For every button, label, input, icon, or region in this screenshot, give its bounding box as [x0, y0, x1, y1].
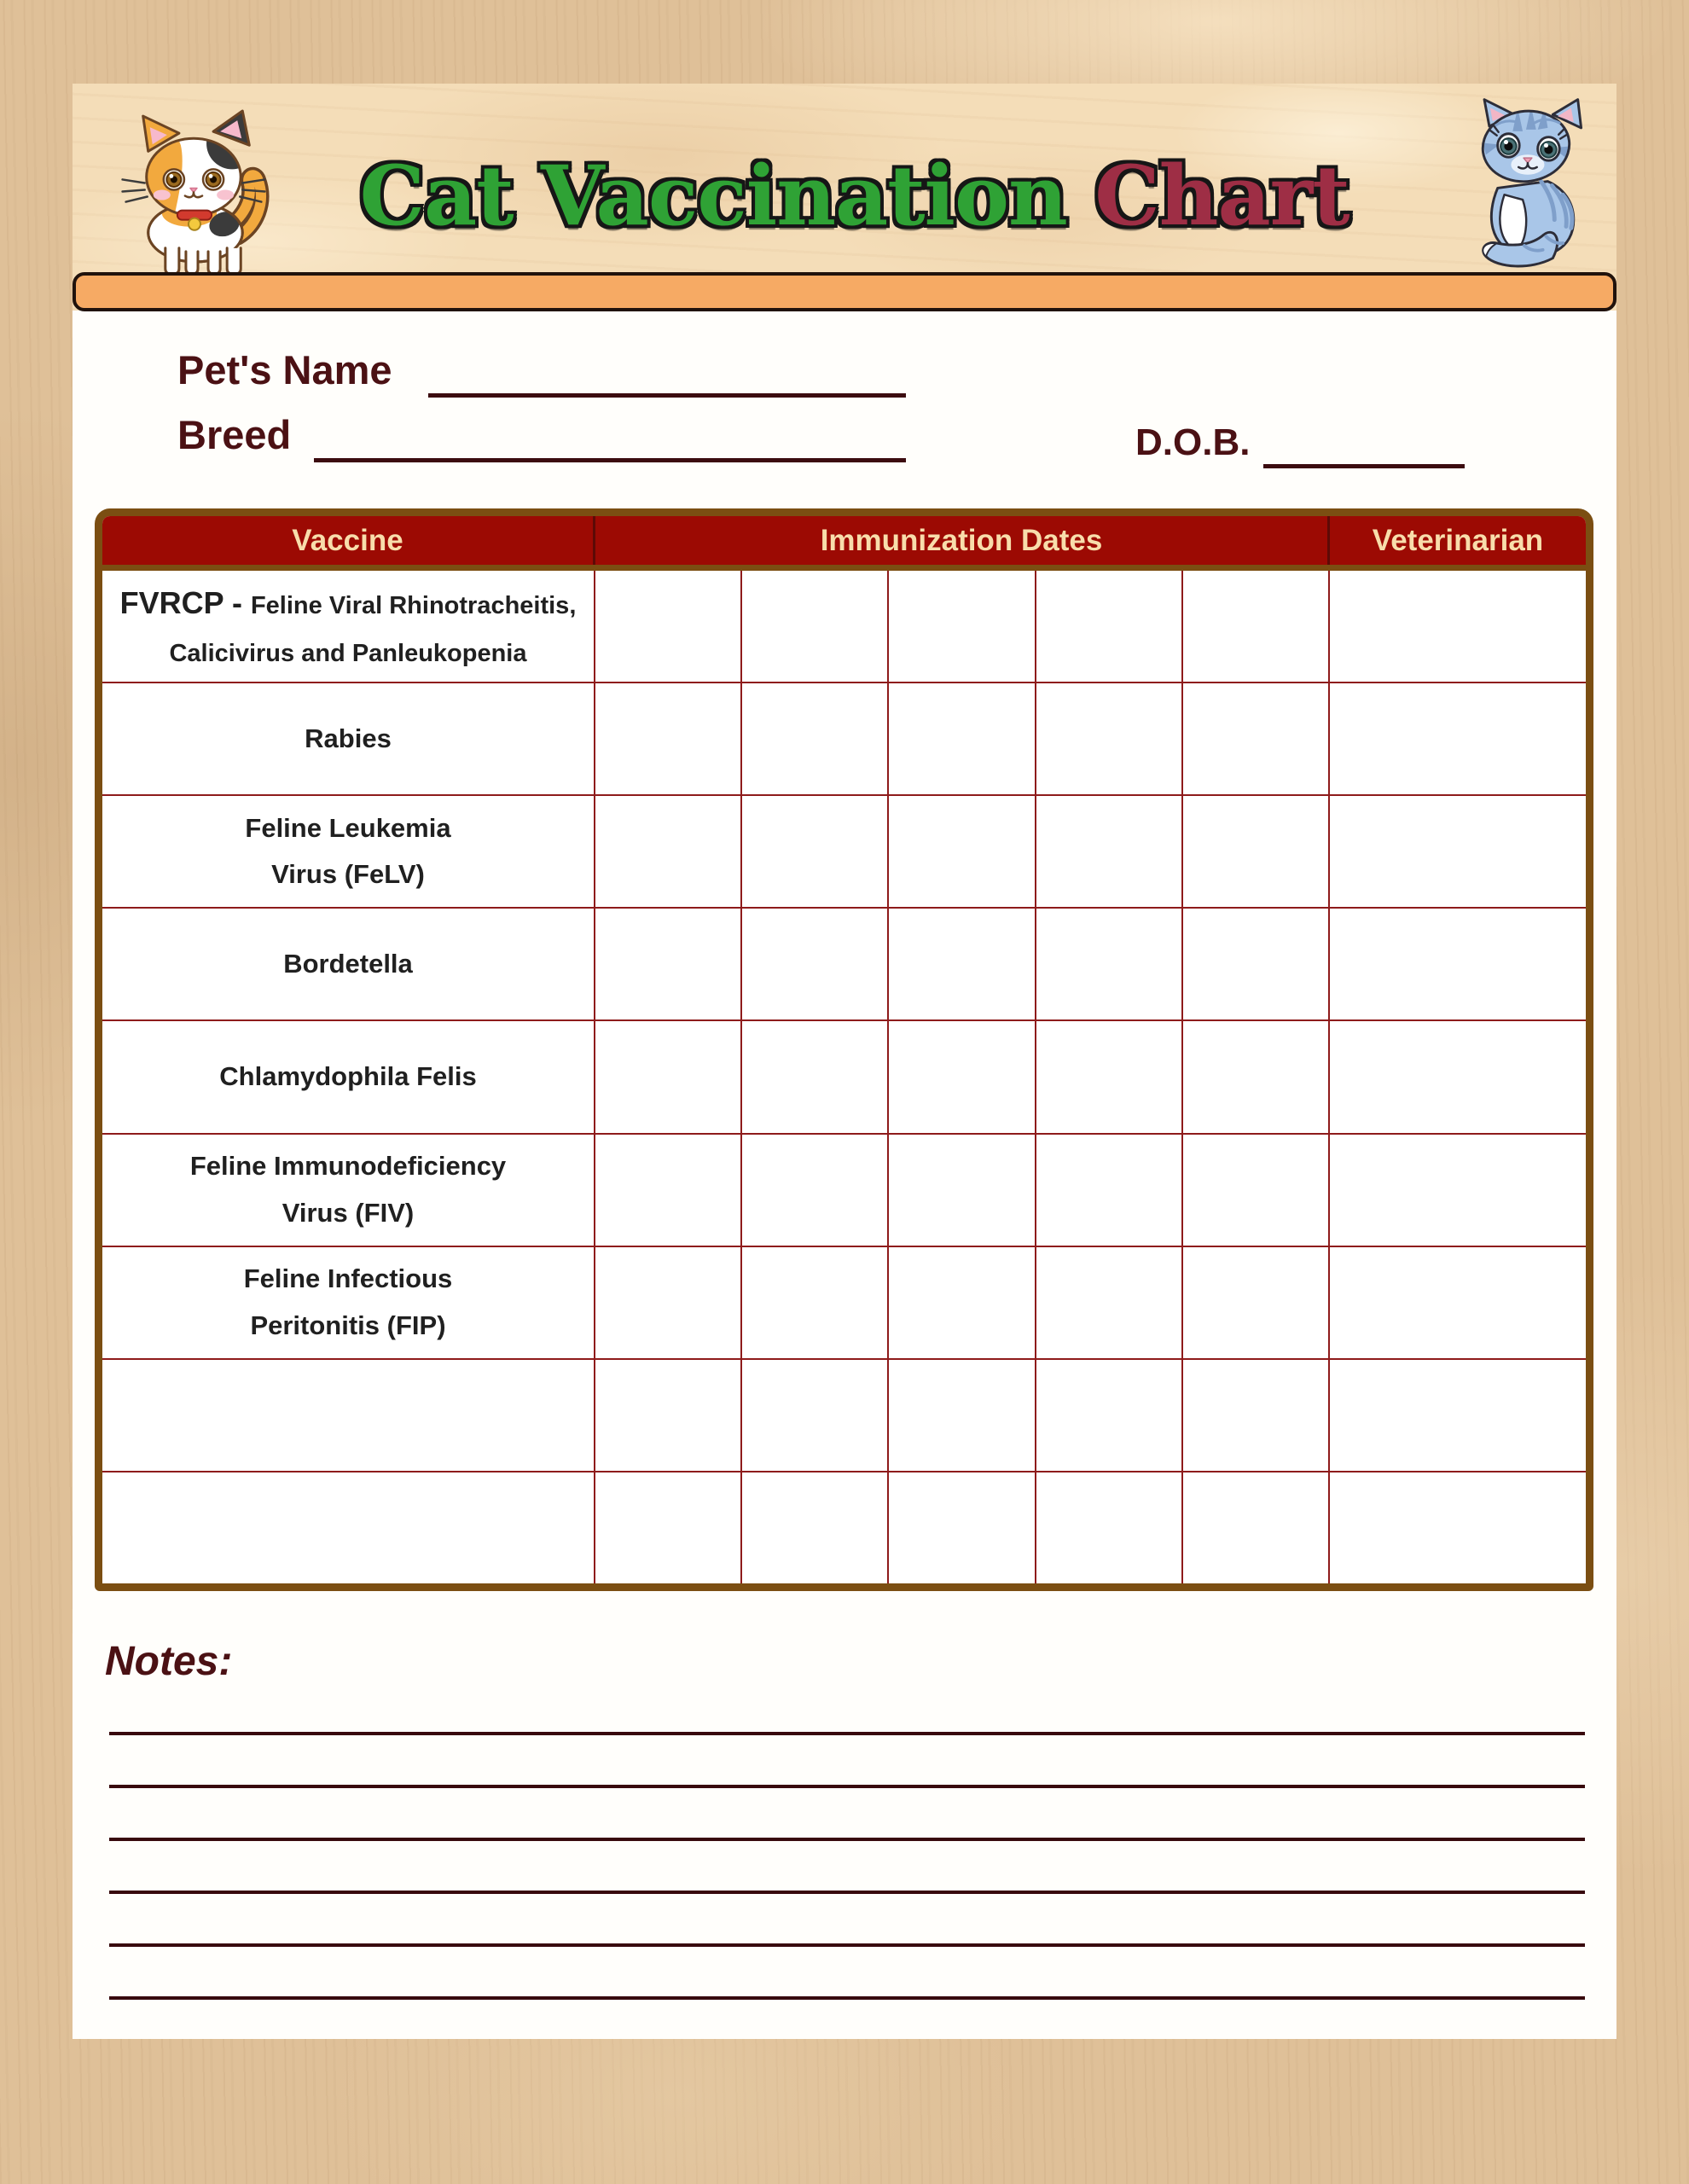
- table-row: [102, 907, 1586, 1019]
- header-banner: [73, 84, 1616, 311]
- pet-name-field[interactable]: [428, 393, 906, 398]
- notes-write-line[interactable]: [109, 1732, 1585, 1735]
- immunization-date-cell[interactable]: [595, 1247, 742, 1358]
- immunization-date-cell[interactable]: [742, 1021, 889, 1132]
- immunization-date-cell[interactable]: [595, 1135, 742, 1246]
- veterinarian-cell[interactable]: [1330, 1360, 1586, 1471]
- immunization-date-cell[interactable]: [1183, 1135, 1330, 1246]
- immunization-date-cell[interactable]: [595, 683, 742, 794]
- table-row: [102, 571, 1586, 682]
- immunization-date-cell[interactable]: [595, 796, 742, 907]
- immunization-date-cell[interactable]: [889, 571, 1036, 682]
- header-divider-bar: [73, 272, 1616, 311]
- immunization-date-cell[interactable]: [742, 683, 889, 794]
- dob-field[interactable]: [1263, 464, 1465, 468]
- vaccine-column-header: Vaccine: [102, 516, 595, 565]
- immunization-date-cell[interactable]: [742, 796, 889, 907]
- notes-write-line[interactable]: [109, 1838, 1585, 1841]
- vaccine-name-cell: Bordetella: [102, 909, 595, 1019]
- immunization-date-cell[interactable]: [595, 571, 742, 682]
- vaccine-name-cell: [102, 1360, 595, 1471]
- immunization-date-cell[interactable]: [1036, 1135, 1183, 1246]
- page-title: [359, 148, 1349, 244]
- immunization-date-cell[interactable]: [889, 1247, 1036, 1358]
- immunization-date-cell[interactable]: [595, 909, 742, 1019]
- table-row: [102, 1133, 1586, 1246]
- immunization-date-cell[interactable]: [1183, 909, 1330, 1019]
- immunization-date-cell[interactable]: [1036, 796, 1183, 907]
- veterinarian-column-header: Veterinarian: [1372, 523, 1544, 557]
- breed-label: Breed: [177, 412, 292, 457]
- document-page: [73, 84, 1616, 2039]
- title-part-green: Cat Vaccination: [359, 148, 1067, 244]
- table-header-row: [102, 516, 1586, 571]
- vaccine-name-cell: Feline Leukemia Virus (FeLV): [102, 796, 595, 907]
- veterinarian-cell[interactable]: [1330, 1021, 1586, 1132]
- vaccination-table: [95, 508, 1593, 1591]
- table-row: [102, 1471, 1586, 1583]
- notes-write-line[interactable]: [109, 1996, 1585, 2000]
- veterinarian-cell[interactable]: [1330, 909, 1586, 1019]
- immunization-date-cell[interactable]: [1036, 1472, 1183, 1583]
- date-cells: [595, 909, 1330, 1019]
- immunization-date-cell[interactable]: [595, 1021, 742, 1132]
- immunization-date-cell[interactable]: [1183, 1360, 1330, 1471]
- table-row: [102, 1246, 1586, 1358]
- immunization-date-cell[interactable]: [1183, 796, 1330, 907]
- immunization-date-cell[interactable]: [1183, 683, 1330, 794]
- calico-cat-icon: [110, 104, 286, 280]
- date-cells: [595, 1021, 1330, 1132]
- blue-tabby-cat-icon: [1446, 94, 1605, 275]
- immunization-date-cell[interactable]: [742, 1360, 889, 1471]
- immunization-date-cell[interactable]: [1036, 571, 1183, 682]
- immunization-dates-column-header: Immunization Dates: [595, 516, 1330, 565]
- immunization-date-cell[interactable]: [1183, 571, 1330, 682]
- immunization-date-cell[interactable]: [889, 1360, 1036, 1471]
- immunization-date-cell[interactable]: [889, 683, 1036, 794]
- immunization-date-cell[interactable]: [889, 909, 1036, 1019]
- immunization-date-cell[interactable]: [889, 1021, 1036, 1132]
- notes-label: Notes:: [105, 1639, 233, 1684]
- date-cells: [595, 571, 1330, 682]
- table-row: [102, 1019, 1586, 1132]
- breed-field[interactable]: [314, 458, 906, 462]
- date-cells: [595, 1247, 1330, 1358]
- immunization-date-cell[interactable]: [742, 571, 889, 682]
- immunization-date-cell[interactable]: [1036, 1360, 1183, 1471]
- immunization-date-cell[interactable]: [889, 1472, 1036, 1583]
- vaccine-name-cell: Chlamydophila Felis: [102, 1021, 595, 1132]
- veterinarian-cell[interactable]: [1330, 1472, 1586, 1583]
- immunization-date-cell[interactable]: [1036, 683, 1183, 794]
- immunization-date-cell[interactable]: [742, 909, 889, 1019]
- veterinarian-cell[interactable]: [1330, 796, 1586, 907]
- notes-lines: [109, 1732, 1585, 2049]
- immunization-date-cell[interactable]: [1183, 1472, 1330, 1583]
- dob-label: D.O.B.: [1135, 421, 1251, 463]
- veterinarian-cell[interactable]: [1330, 1135, 1586, 1246]
- immunization-date-cell[interactable]: [742, 1135, 889, 1246]
- veterinarian-cell[interactable]: [1330, 571, 1586, 682]
- immunization-date-cell[interactable]: [1036, 1021, 1183, 1132]
- veterinarian-cell[interactable]: [1330, 683, 1586, 794]
- table-row: [102, 1358, 1586, 1471]
- date-cells: [595, 1135, 1330, 1246]
- notes-write-line[interactable]: [109, 1785, 1585, 1788]
- date-cells: [595, 1472, 1330, 1583]
- immunization-date-cell[interactable]: [1036, 1247, 1183, 1358]
- table-row: [102, 682, 1586, 794]
- immunization-date-cell[interactable]: [595, 1360, 742, 1471]
- notes-write-line[interactable]: [109, 1943, 1585, 1947]
- immunization-date-cell[interactable]: [742, 1247, 889, 1358]
- vaccine-name-cell: [102, 1472, 595, 1583]
- veterinarian-cell[interactable]: [1330, 1247, 1586, 1358]
- immunization-date-cell[interactable]: [889, 796, 1036, 907]
- pet-name-label: Pet's Name: [177, 347, 392, 392]
- vaccine-name-cell: Rabies: [102, 683, 595, 794]
- vaccine-name-cell: FVRCP - Feline Viral Rhinotracheitis, Calicivirus and Panleukopenia: [102, 571, 595, 682]
- immunization-date-cell[interactable]: [1183, 1247, 1330, 1358]
- table-row: [102, 794, 1586, 907]
- vaccine-name-cell: Feline Infectious Peritonitis (FIP): [102, 1247, 595, 1358]
- date-cells: [595, 683, 1330, 794]
- immunization-date-cell[interactable]: [1183, 1021, 1330, 1132]
- date-cells: [595, 1360, 1330, 1471]
- title-part-red: Chart: [1094, 148, 1349, 244]
- notes-write-line[interactable]: [109, 1891, 1585, 1894]
- immunization-date-cell[interactable]: [1036, 909, 1183, 1019]
- table-body: [102, 571, 1586, 1583]
- date-cells: [595, 796, 1330, 907]
- vaccine-name-cell: Feline Immunodeficiency Virus (FIV): [102, 1135, 595, 1246]
- immunization-date-cell[interactable]: [742, 1472, 889, 1583]
- immunization-date-cell[interactable]: [595, 1472, 742, 1583]
- immunization-date-cell[interactable]: [889, 1135, 1036, 1246]
